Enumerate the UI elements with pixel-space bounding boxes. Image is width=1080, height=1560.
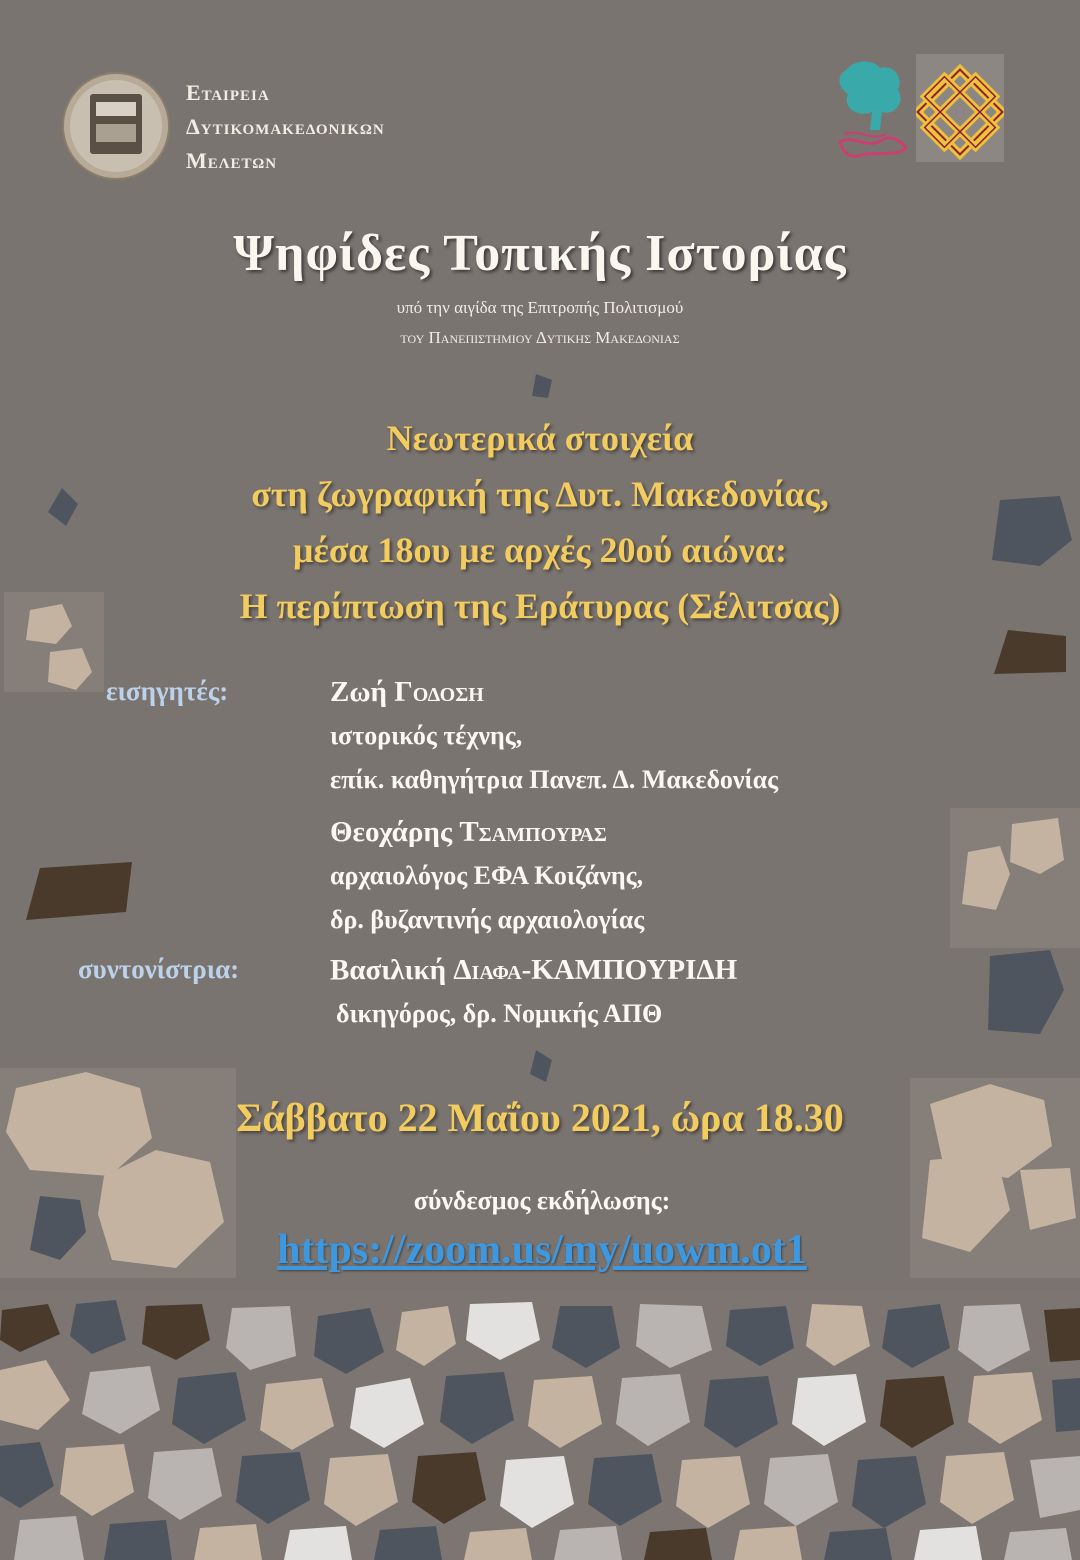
speaker-first-name: Θεοχάρης	[330, 816, 453, 848]
speaker-name	[330, 670, 778, 714]
topic-line: Νεωτερικά στοιχεία	[386, 418, 694, 458]
house-icon	[90, 94, 142, 154]
moderator-name	[330, 948, 737, 992]
subtitle-patronage: υπό την αιγίδα της Επιτροπής Πολιτισμού	[396, 298, 684, 317]
speaker-title-line: αρχαιολόγος ΕΦΑ Κοιζάνης,	[330, 861, 644, 890]
moderator-role-label: συντονίστρια:	[78, 954, 240, 984]
event-link-label: σύνδεσμος εκδήλωσης:	[413, 1186, 671, 1215]
speaker-title-line: επίκ. καθηγήτρια Πανεπ. Δ. Μακεδονίας	[330, 765, 779, 794]
speaker-2	[330, 810, 644, 942]
topic-line: στη ζωγραφική της Δυτ. Μακεδονίας,	[251, 474, 829, 514]
speaker-surname: Γοδοση	[394, 676, 484, 708]
organization-name	[186, 76, 385, 178]
moderator	[330, 948, 737, 1036]
speaker-name	[330, 810, 644, 854]
speakers-role-label: εισηγητές:	[106, 676, 229, 706]
tree-logo-icon	[828, 54, 914, 162]
organization-name-line: Εταιρεια	[186, 80, 270, 105]
partner-logos	[824, 50, 1010, 170]
speaker-title-line: δρ. βυζαντινής αρχαιολογίας	[330, 905, 645, 934]
event-datetime: Σάββατο 22 Μαΐου 2021, ώρα 18.30	[236, 1095, 844, 1140]
speaker-title-line: ιστορικός τέχνης,	[330, 721, 523, 750]
organization-name-line: Δυτικομακεδονικων	[186, 114, 385, 139]
topic-line: Η περίπτωση της Εράτυρας (Σέλιτσας)	[239, 586, 841, 626]
speaker-1	[330, 670, 778, 802]
speaker-first-name: Ζωή	[330, 676, 388, 708]
series-title: Ψηφίδες Τοπικής Ιστορίας	[233, 225, 847, 282]
house-seal-logo-icon	[62, 72, 170, 180]
subtitle-university: του Πανεπιστημιου Δυτικης Μακεδονιας	[400, 328, 680, 347]
moderator-surname: Διαφα	[453, 954, 522, 986]
knot-logo-icon	[916, 54, 1004, 162]
moderator-title-line: δικηγόρος, δρ. Νομικής ΑΠΘ	[336, 999, 663, 1028]
lecture-topic	[0, 410, 1080, 634]
moderator-surname-second: -ΚΑΜΠΟΥΡΙΔΗ	[521, 954, 738, 986]
organization-name-line: Μελετων	[186, 148, 278, 173]
zoom-link[interactable]: https://zoom.us/my/uowm.ot1	[277, 1227, 807, 1273]
speaker-surname: Τσαμπουρας	[459, 816, 607, 848]
topic-line: μέσα 18ου με αρχές 20ού αιώνα:	[293, 530, 787, 570]
moderator-first-name: Βασιλική	[330, 954, 447, 986]
